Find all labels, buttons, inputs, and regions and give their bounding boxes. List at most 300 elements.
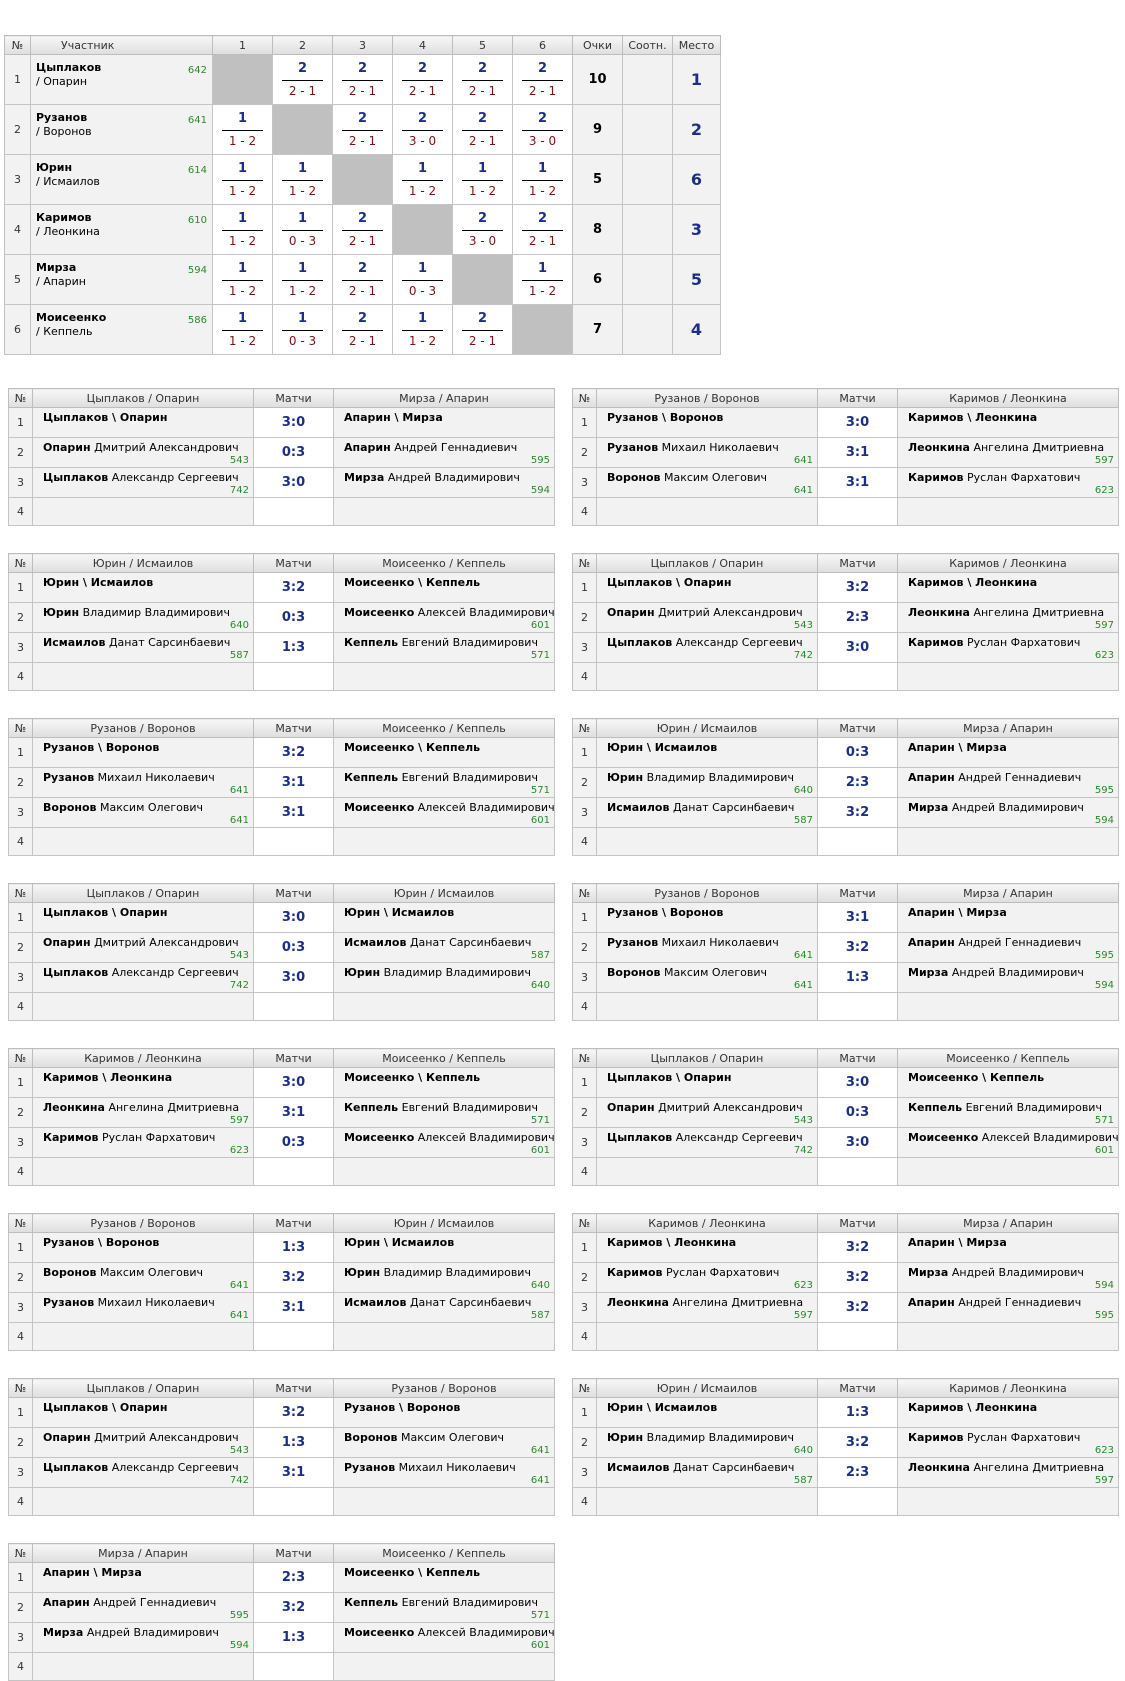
match-row-number: 3 — [9, 1623, 33, 1653]
match-row-number: 3 — [9, 798, 33, 828]
match-team-left: Юрин / Исмаилов — [597, 1379, 818, 1398]
match-row — [9, 603, 555, 633]
match-table — [572, 1213, 1119, 1351]
right-player: Каримов Руслан Фархатович 623 — [898, 633, 1119, 663]
left-player-rating: 594 — [229, 1640, 249, 1651]
left-player-rating: 641 — [793, 455, 813, 466]
match-score — [818, 828, 898, 856]
left-player-rating: 543 — [793, 620, 813, 631]
right-player-rating: 623 — [1094, 650, 1114, 661]
left-player — [597, 828, 818, 856]
match-row — [9, 1293, 555, 1323]
match-row-number: 4 — [9, 1158, 33, 1186]
match-col-no: № — [9, 554, 33, 573]
right-player: Моисеенко \ Кеппель — [898, 1068, 1119, 1098]
left-player — [597, 1323, 818, 1351]
col-3: 3 — [333, 36, 393, 55]
participant-rating: 641 — [187, 115, 207, 126]
left-player — [597, 1158, 818, 1186]
match-score: 0:3 — [254, 438, 334, 468]
match-row — [573, 903, 1119, 933]
col-4: 4 — [393, 36, 453, 55]
left-player — [33, 993, 254, 1021]
match-row — [573, 1293, 1119, 1323]
match-score: 3:0 — [818, 1068, 898, 1098]
right-player-rating: 601 — [1094, 1145, 1114, 1156]
standings-row — [5, 105, 721, 155]
match-header — [9, 719, 555, 738]
result-score: 2 - 1 — [348, 84, 377, 98]
right-player-rating: 601 — [530, 1640, 550, 1651]
result-divider — [342, 230, 383, 231]
right-player: Юрин Владимир Владимирович 640 — [334, 963, 555, 993]
match-score: 3:2 — [818, 1233, 898, 1263]
match-score: 0:3 — [254, 1128, 334, 1158]
match-row — [9, 1068, 555, 1098]
match-col-no: № — [573, 389, 597, 408]
left-player: Воронов Максим Олегович 641 — [597, 963, 818, 993]
left-player — [597, 663, 818, 691]
match-score: 0:3 — [818, 738, 898, 768]
left-player: Воронов Максим Олегович 641 — [597, 468, 818, 498]
result-divider — [342, 80, 383, 81]
left-player — [597, 1488, 818, 1516]
match-table — [8, 553, 555, 691]
result-points: 1 — [297, 311, 308, 326]
match-row-number: 2 — [9, 438, 33, 468]
result-cell — [333, 55, 393, 105]
left-player: Исмаилов Данат Сарсинбаевич 587 — [597, 1458, 818, 1488]
right-player: Юрин \ Исмаилов — [334, 903, 555, 933]
match-col-no: № — [9, 884, 33, 903]
col-6: 6 — [513, 36, 573, 55]
participant-rating: 586 — [187, 315, 207, 326]
result-points: 2 — [357, 211, 368, 226]
right-player: Мирза Андрей Владимирович 594 — [334, 468, 555, 498]
right-player: Моисеенко Алексей Владимирович 601 — [334, 798, 555, 828]
right-player — [898, 663, 1119, 691]
right-player-rating: 594 — [1094, 1280, 1114, 1291]
match-team-right: Моисеенко / Кеппель — [334, 719, 555, 738]
right-player-rating: 601 — [530, 815, 550, 826]
right-player: Апарин Андрей Геннадиевич 595 — [898, 933, 1119, 963]
match-row-number: 2 — [9, 768, 33, 798]
left-player-rating: 587 — [229, 650, 249, 661]
result-cell — [333, 205, 393, 255]
result-divider — [462, 130, 503, 131]
result-divider — [522, 230, 563, 231]
left-player: Рузанов \ Воронов — [597, 903, 818, 933]
result-cell — [513, 205, 573, 255]
result-divider — [222, 130, 263, 131]
result-divider — [402, 330, 443, 331]
right-player: Каримов \ Леонкина — [898, 408, 1119, 438]
row-number: 3 — [5, 155, 31, 205]
match-row-number: 1 — [573, 408, 597, 438]
match-team-left: Каримов / Леонкина — [33, 1049, 254, 1068]
result-points: 2 — [477, 211, 488, 226]
match-team-left: Мирза / Апарин — [33, 1544, 254, 1563]
participant-rating: 614 — [187, 165, 207, 176]
match-row-number: 3 — [9, 1458, 33, 1488]
match-row-number: 3 — [9, 633, 33, 663]
match-team-left: Цыплаков / Опарин — [597, 554, 818, 573]
result-points: 2 — [297, 61, 308, 76]
result-divider — [462, 80, 503, 81]
left-player: Цыплаков \ Опарин — [597, 1068, 818, 1098]
col-5: 5 — [453, 36, 513, 55]
match-score — [254, 498, 334, 526]
match-score: 1:3 — [818, 963, 898, 993]
result-points: 1 — [537, 261, 548, 276]
left-player-rating: 640 — [793, 785, 813, 796]
left-player: Опарин Дмитрий Александрович 543 — [33, 1428, 254, 1458]
match-row-empty — [9, 498, 555, 526]
result-cell — [453, 105, 513, 155]
result-divider — [522, 130, 563, 131]
match-score — [818, 1158, 898, 1186]
participant-cell — [31, 305, 213, 355]
result-points: 2 — [357, 261, 368, 276]
left-player: Исмаилов Данат Сарсинбаевич 587 — [33, 633, 254, 663]
result-score: 1 - 2 — [528, 184, 557, 198]
result-points: 2 — [477, 311, 488, 326]
left-player-rating: 640 — [793, 1445, 813, 1456]
right-player-rating: 641 — [530, 1445, 550, 1456]
self-cell — [333, 155, 393, 205]
result-points: 2 — [537, 111, 548, 126]
match-row-number: 3 — [573, 1128, 597, 1158]
match-col-no: № — [573, 1214, 597, 1233]
left-player: Воронов Максим Олегович 641 — [33, 798, 254, 828]
match-row — [9, 1458, 555, 1488]
match-team-right: Каримов / Леонкина — [898, 389, 1119, 408]
col-2: 2 — [273, 36, 333, 55]
match-row — [573, 1128, 1119, 1158]
right-player: Моисеенко \ Кеппель — [334, 738, 555, 768]
match-row-number: 4 — [9, 663, 33, 691]
self-cell — [273, 105, 333, 155]
match-row — [9, 1263, 555, 1293]
match-row-number: 4 — [9, 1488, 33, 1516]
right-player — [898, 1158, 1119, 1186]
standings-table — [4, 35, 721, 355]
match-row-number: 4 — [573, 663, 597, 691]
match-row-number: 3 — [573, 633, 597, 663]
match-row — [573, 1458, 1119, 1488]
result-points: 2 — [477, 111, 488, 126]
right-player-rating: 640 — [530, 980, 550, 991]
match-row-number: 3 — [9, 468, 33, 498]
left-player — [597, 993, 818, 1021]
match-score — [254, 663, 334, 691]
match-col-matches: Матчи — [254, 1379, 334, 1398]
match-row-number: 4 — [573, 498, 597, 526]
left-player — [33, 663, 254, 691]
result-score: 2 - 1 — [348, 284, 377, 298]
match-row-number: 4 — [573, 1323, 597, 1351]
standings-row — [5, 305, 721, 355]
standings-row — [5, 55, 721, 105]
result-divider — [282, 330, 323, 331]
left-player: Мирза Андрей Владимирович 594 — [33, 1623, 254, 1653]
match-score: 3:1 — [254, 1098, 334, 1128]
match-row-number: 3 — [573, 798, 597, 828]
self-cell — [393, 205, 453, 255]
match-row — [573, 768, 1119, 798]
result-cell — [213, 155, 273, 205]
match-row-number: 2 — [573, 1098, 597, 1128]
left-player: Цыплаков Александр Сергеевич 742 — [597, 633, 818, 663]
match-row-number: 2 — [9, 933, 33, 963]
participant-name: Рузанов / Воронов — [36, 111, 92, 138]
result-cell — [333, 305, 393, 355]
right-player — [334, 1488, 555, 1516]
match-score — [818, 1323, 898, 1351]
result-cell — [273, 305, 333, 355]
match-row — [9, 1563, 555, 1593]
match-table — [8, 883, 555, 1021]
result-score: 0 - 3 — [408, 284, 437, 298]
match-team-left: Юрин / Исмаилов — [33, 554, 254, 573]
col-ratio: Соотн. — [623, 36, 673, 55]
match-score — [818, 498, 898, 526]
result-score: 2 - 1 — [468, 134, 497, 148]
self-cell — [453, 255, 513, 305]
result-divider — [402, 130, 443, 131]
right-player — [334, 828, 555, 856]
match-team-right: Мирза / Апарин — [898, 884, 1119, 903]
right-player: Моисеенко Алексей Владимирович 601 — [334, 603, 555, 633]
right-player-rating: 595 — [1094, 1310, 1114, 1321]
right-player: Рузанов Михаил Николаевич 641 — [334, 1458, 555, 1488]
match-score: 3:0 — [254, 963, 334, 993]
match-team-right: Мирза / Апарин — [898, 1214, 1119, 1233]
place-cell: 5 — [673, 255, 721, 305]
match-score: 1:3 — [254, 1428, 334, 1458]
result-cell — [213, 105, 273, 155]
right-player-rating: 594 — [1094, 815, 1114, 826]
match-score: 3:1 — [818, 468, 898, 498]
self-cell — [513, 305, 573, 355]
match-row-empty — [573, 663, 1119, 691]
match-col-no: № — [9, 1544, 33, 1563]
match-score: 3:2 — [818, 933, 898, 963]
left-player: Опарин Дмитрий Александрович 543 — [33, 933, 254, 963]
left-player: Цыплаков Александр Сергеевич 742 — [597, 1128, 818, 1158]
right-player: Леонкина Ангелина Дмитриевна 597 — [898, 1458, 1119, 1488]
result-points: 1 — [237, 161, 248, 176]
match-team-right: Моисеенко / Кеппель — [898, 1049, 1119, 1068]
match-score: 2:3 — [818, 768, 898, 798]
left-player — [33, 828, 254, 856]
match-table — [572, 553, 1119, 691]
right-player: Моисеенко Алексей Владимирович 601 — [334, 1623, 555, 1653]
match-row-empty — [573, 993, 1119, 1021]
left-player: Опарин Дмитрий Александрович 543 — [597, 1098, 818, 1128]
result-divider — [282, 180, 323, 181]
ratio-cell — [623, 55, 673, 105]
points-cell: 7 — [573, 305, 623, 355]
result-score: 0 - 3 — [288, 234, 317, 248]
match-team-right: Моисеенко / Кеппель — [334, 1049, 555, 1068]
right-player-rating: 571 — [530, 1610, 550, 1621]
match-team-left: Рузанов / Воронов — [33, 719, 254, 738]
result-points: 2 — [477, 61, 488, 76]
match-row-number: 1 — [573, 1233, 597, 1263]
result-divider — [462, 180, 503, 181]
points-cell: 6 — [573, 255, 623, 305]
right-player: Исмаилов Данат Сарсинбаевич 587 — [334, 933, 555, 963]
ratio-cell — [623, 255, 673, 305]
result-divider — [282, 230, 323, 231]
result-points: 1 — [297, 211, 308, 226]
match-row-number: 1 — [9, 903, 33, 933]
left-player-rating: 543 — [793, 1115, 813, 1126]
left-player-rating: 597 — [793, 1310, 813, 1321]
participant-cell — [31, 55, 213, 105]
left-player-rating: 595 — [229, 1610, 249, 1621]
right-player — [898, 498, 1119, 526]
left-player: Каримов Руслан Фархатович 623 — [33, 1128, 254, 1158]
left-player-rating: 641 — [229, 1310, 249, 1321]
left-player: Рузанов Михаил Николаевич 641 — [33, 768, 254, 798]
row-number: 1 — [5, 55, 31, 105]
match-table — [8, 1543, 555, 1681]
left-player-rating: 543 — [229, 455, 249, 466]
match-score: 3:1 — [254, 768, 334, 798]
match-col-matches: Матчи — [818, 554, 898, 573]
match-score — [818, 1488, 898, 1516]
match-row — [573, 1068, 1119, 1098]
match-team-right: Каримов / Леонкина — [898, 1379, 1119, 1398]
left-player — [597, 498, 818, 526]
match-score: 0:3 — [818, 1098, 898, 1128]
result-score: 2 - 1 — [528, 84, 557, 98]
right-player-rating: 587 — [530, 1310, 550, 1321]
participant-rating: 610 — [187, 215, 207, 226]
result-divider — [462, 330, 503, 331]
match-header — [573, 719, 1119, 738]
match-team-left: Юрин / Исмаилов — [597, 719, 818, 738]
match-col-no: № — [9, 1049, 33, 1068]
place-cell: 1 — [673, 55, 721, 105]
match-row-empty — [573, 828, 1119, 856]
result-cell — [453, 155, 513, 205]
left-player-rating: 587 — [793, 1475, 813, 1486]
match-team-right: Моисеенко / Кеппель — [334, 1544, 555, 1563]
match-row-number: 2 — [9, 1098, 33, 1128]
left-player — [33, 1323, 254, 1351]
result-divider — [222, 330, 263, 331]
left-player: Леонкина Ангелина Дмитриевна 597 — [597, 1293, 818, 1323]
match-row — [9, 633, 555, 663]
result-cell — [273, 55, 333, 105]
left-player: Рузанов \ Воронов — [597, 408, 818, 438]
left-player-rating: 742 — [229, 980, 249, 991]
result-score: 1 - 2 — [228, 134, 257, 148]
match-score: 3:2 — [818, 1428, 898, 1458]
match-col-matches: Матчи — [818, 389, 898, 408]
left-player-rating: 543 — [229, 1445, 249, 1456]
left-player: Цыплаков Александр Сергеевич 742 — [33, 963, 254, 993]
left-player: Юрин Владимир Владимирович 640 — [597, 1428, 818, 1458]
match-header — [9, 1379, 555, 1398]
match-row — [9, 1428, 555, 1458]
match-score: 3:0 — [818, 408, 898, 438]
points-cell: 8 — [573, 205, 623, 255]
match-team-right: Мирза / Апарин — [898, 719, 1119, 738]
match-col-no: № — [573, 554, 597, 573]
right-player — [334, 498, 555, 526]
right-player — [898, 993, 1119, 1021]
match-row-number: 2 — [573, 933, 597, 963]
match-table — [8, 1378, 555, 1516]
left-player: Цыплаков Александр Сергеевич 742 — [33, 1458, 254, 1488]
match-row — [573, 963, 1119, 993]
match-score: 3:0 — [818, 633, 898, 663]
match-row-number: 4 — [9, 498, 33, 526]
left-player-rating: 641 — [229, 815, 249, 826]
match-score: 3:2 — [818, 1263, 898, 1293]
match-col-matches: Матчи — [254, 719, 334, 738]
left-player-rating: 641 — [229, 1280, 249, 1291]
match-row-number: 3 — [9, 1293, 33, 1323]
match-row-number: 2 — [9, 603, 33, 633]
result-points: 2 — [357, 61, 368, 76]
match-score: 3:1 — [818, 438, 898, 468]
match-col-matches: Матчи — [254, 389, 334, 408]
match-col-matches: Матчи — [818, 1049, 898, 1068]
match-team-left: Рузанов / Воронов — [33, 1214, 254, 1233]
match-team-left: Цыплаков / Опарин — [597, 1049, 818, 1068]
match-row — [573, 438, 1119, 468]
match-row-number: 2 — [9, 1263, 33, 1293]
match-row — [573, 738, 1119, 768]
match-score: 3:2 — [818, 798, 898, 828]
right-player-rating: 587 — [530, 950, 550, 961]
right-player-rating: 597 — [1094, 620, 1114, 631]
match-score: 3:2 — [818, 573, 898, 603]
match-row-empty — [573, 498, 1119, 526]
left-player-rating: 623 — [229, 1145, 249, 1156]
right-player: Кеппель Евгений Владимирович 571 — [898, 1098, 1119, 1128]
match-score: 2:3 — [254, 1563, 334, 1593]
match-row — [9, 798, 555, 828]
result-score: 1 - 2 — [228, 234, 257, 248]
match-score: 3:1 — [818, 903, 898, 933]
match-score — [254, 993, 334, 1021]
result-cell — [273, 205, 333, 255]
match-row-number: 4 — [9, 1653, 33, 1681]
match-header — [573, 1214, 1119, 1233]
match-row — [573, 1398, 1119, 1428]
match-team-left: Каримов / Леонкина — [597, 1214, 818, 1233]
match-score: 3:2 — [254, 1398, 334, 1428]
match-col-no: № — [9, 389, 33, 408]
result-score: 1 - 2 — [228, 334, 257, 348]
participant-rating: 642 — [187, 65, 207, 76]
match-team-right: Мирза / Апарин — [334, 389, 555, 408]
result-cell — [453, 205, 513, 255]
result-cell — [393, 105, 453, 155]
left-player: Рузанов Михаил Николаевич 641 — [33, 1293, 254, 1323]
match-row-empty — [9, 1488, 555, 1516]
match-table — [8, 718, 555, 856]
match-row — [9, 1398, 555, 1428]
match-col-matches: Матчи — [254, 1214, 334, 1233]
match-row-number: 2 — [9, 1593, 33, 1623]
